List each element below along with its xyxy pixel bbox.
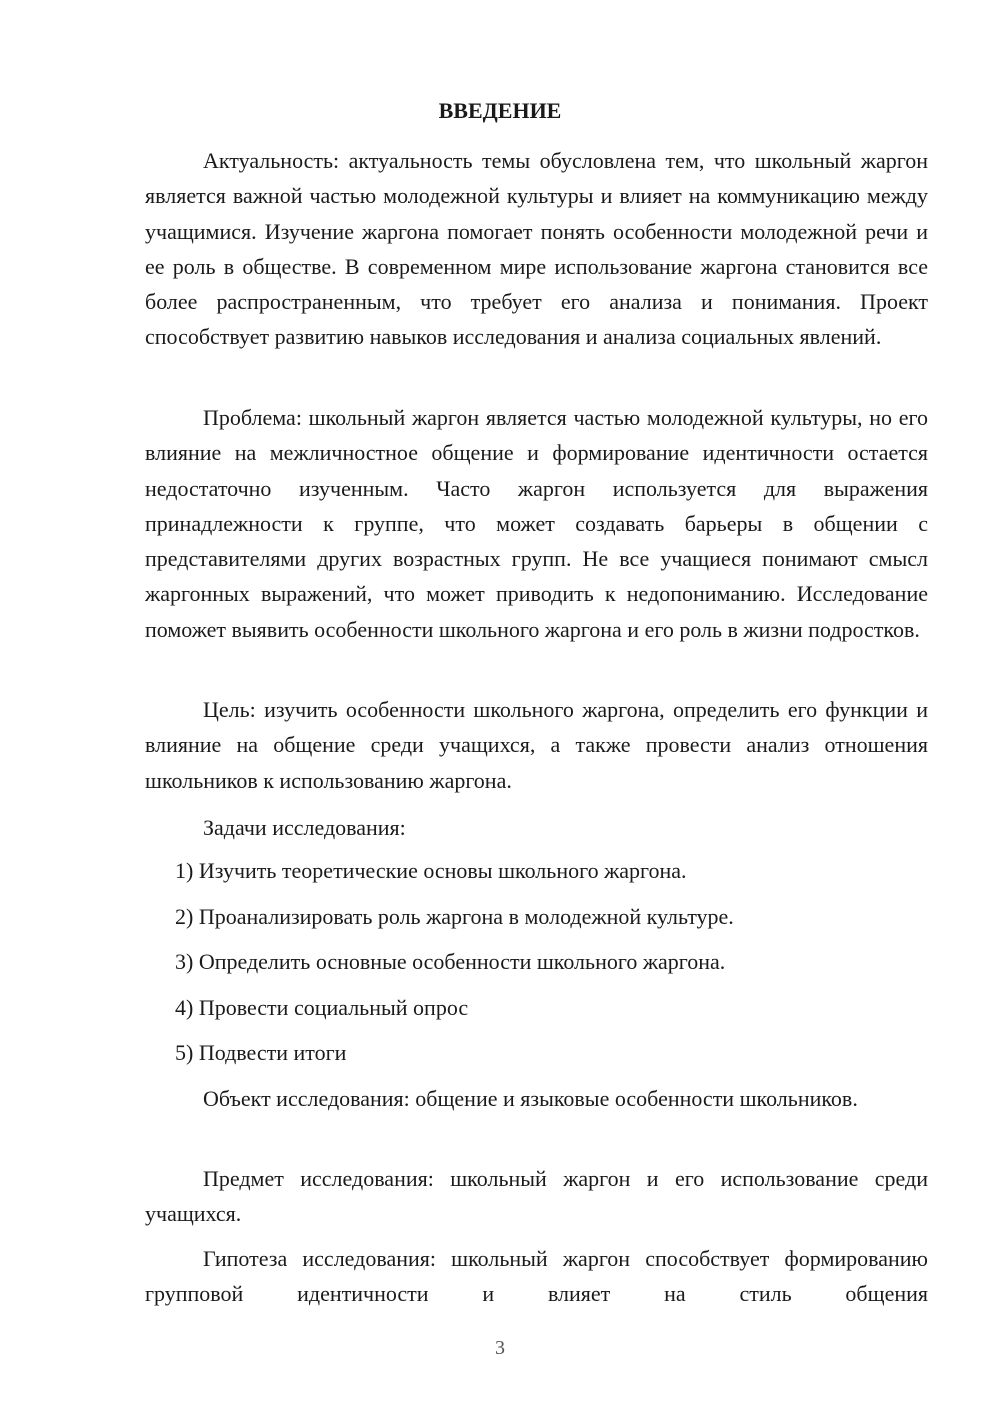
problem-paragraph: Проблема: школьный жаргон является частью молодежной культуры, но его влияние на межличностное общение и формирование идентичности остается недостаточно изученным. Часто жаргон используется для выражения принадлежности к группе, что может создавать барьеры в общении с представителями других возрастных групп. Не все учащиеся понимают смысл жаргонных выражений, что может приводить к недопониманию. Исследование поможет выявить особенности школьного жаргона и его роль в жизни подростков. [145,405,928,642]
task-item-2: 2) Проанализировать роль жаргона в молодежной культуре. [175,904,734,929]
section-title: ВВЕДЕНИЕ [438,98,562,123]
task-item-5: 5) Подвести итоги [175,1040,347,1065]
tasks-heading: Задачи исследования: [203,815,406,840]
task-item-3: 3) Определить основные особенности школьного жаргона. [175,949,726,974]
page-number: 3 [495,1337,505,1359]
hypothesis-paragraph: Гипотеза исследования: школьный жаргон способствует формированию групповой идентичности и влияет на стиль общения [145,1246,928,1307]
relevance-paragraph: Актуальность: актуальность темы обусловлена тем, что школьный жаргон является важной частью молодежной культуры и влияет на коммуникацию между учащимися. Изучение жаргона помогает понять особенности молодежной речи и ее роль в обществе. В современном мире использование жаргона становится все более распространенным, что требует его анализа и понимания. Проект способствует развитию навыков исследования и анализа социальных явлений. [145,148,928,350]
subject-paragraph: Предмет исследования: школьный жаргон и его использование среди учащихся. [145,1166,928,1227]
task-item-1: 1) Изучить теоретические основы школьного жаргона. [175,858,687,883]
goal-paragraph: Цель: изучить особенности школьного жаргона, определить его функции и влияние на общение среди учащихся, а также провести анализ отношения школьников к использованию жаргона. [145,697,928,793]
object-paragraph: Объект исследования: общение и языковые особенности школьников. [203,1086,858,1111]
task-item-4: 4) Провести социальный опрос [175,995,469,1020]
